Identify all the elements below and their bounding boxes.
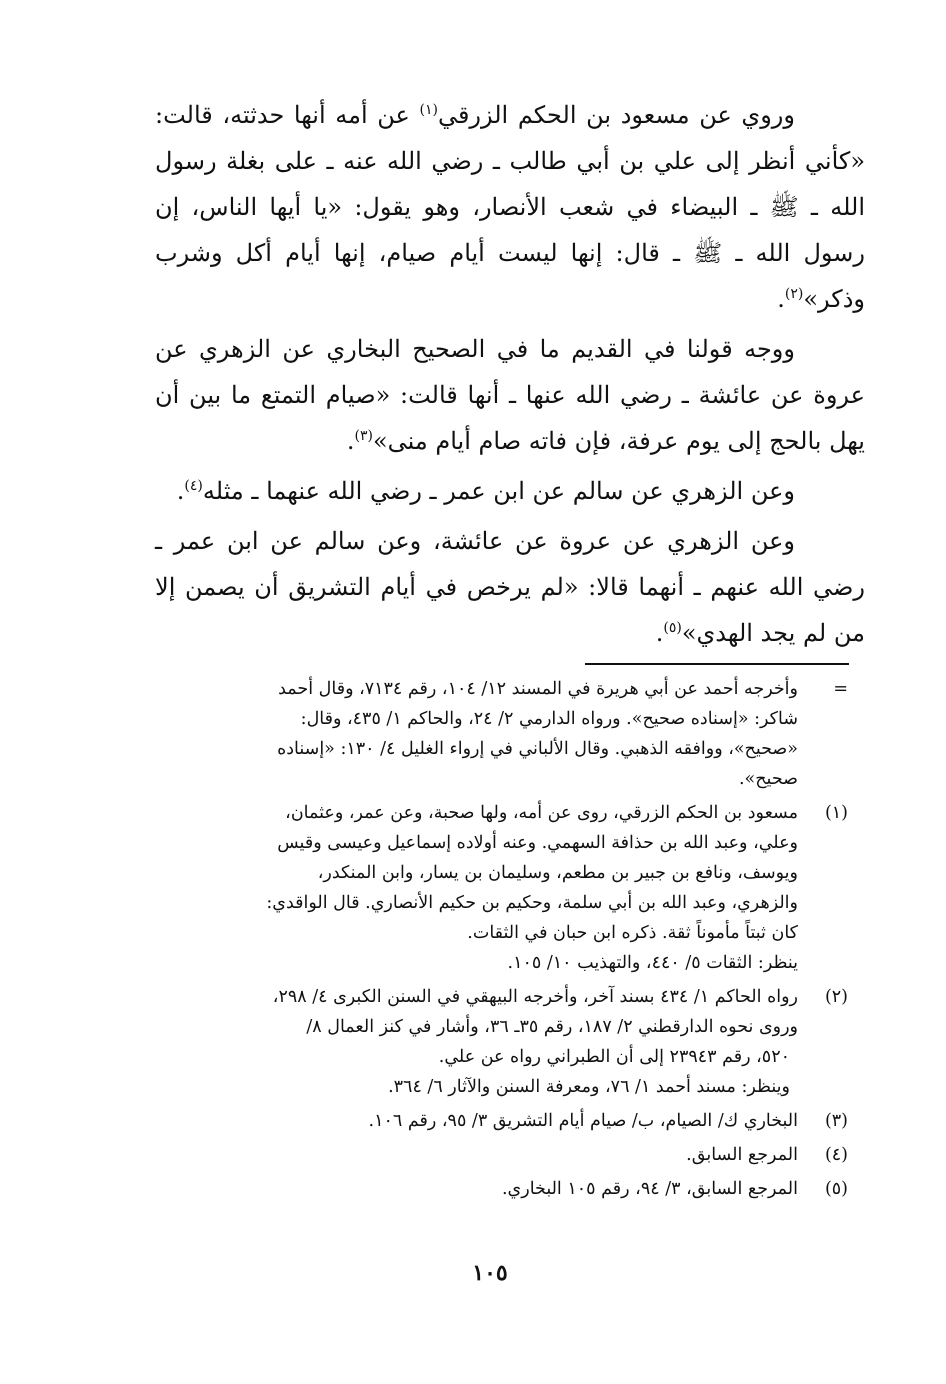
footnote-marker: (٣) bbox=[824, 1111, 848, 1131]
footnote-line: كان ثبتاً مأموناً ثقة. ذكره ابن حبان في الثقات. bbox=[467, 923, 798, 943]
footnote-marker: (٢) bbox=[824, 987, 848, 1007]
paragraph-end: . bbox=[176, 477, 185, 505]
footnote-1 bbox=[150, 798, 850, 978]
footnote-line: صحيح». bbox=[738, 769, 798, 789]
paragraph-end: . bbox=[777, 285, 785, 313]
paragraph-text: عن أمه أنها حدثته، قالت: «كأني أنظر إلى علي بن أبي طالب ـ رضي الله عنه ـ على بغلة رسول الله ـ ﷺ ـ البيضاء في شعب الأنصار، وهو يقول: «يا أيها الناس، إن رسول الله ـ ﷺ ـ قال: إنها ليست أيام صيام، إنها أيام أكل وشرب وذكر» bbox=[155, 101, 865, 313]
footnote-5 bbox=[150, 1174, 850, 1204]
footnote-3 bbox=[150, 1106, 850, 1136]
paragraph-text: وعن الزهري عن سالم عن ابن عمر ـ رضي الله عنهما ـ مثله bbox=[202, 477, 795, 505]
main-paragraph-4 bbox=[155, 518, 865, 656]
main-paragraph-3 bbox=[155, 468, 865, 514]
paragraph-text: وعن الزهري عن عروة عن عائشة، وعن سالم عن ابن عمر ـ رضي الله عنهم ـ أنهما قالا: «لم يرخص في أيام التشريق أن يصمن إلا من لم يجد الهدي» bbox=[155, 527, 865, 647]
footnote-line: وروى نحوه الدارقطني ٢/ ١٨٧، رقم ٣٥ـ ٣٦، وأشار في كنز العمال ٨/ bbox=[306, 1017, 798, 1037]
footnote-line: ينظر: الثقات ٥/ ٤٤٠، والتهذيب ١٠/ ١٠٥. bbox=[507, 953, 798, 973]
footnote-marker: (١) bbox=[824, 803, 848, 823]
paragraph-text: وروي عن مسعود بن الحكم الزرقي bbox=[437, 101, 795, 129]
page-number: ١٠٥ bbox=[472, 1260, 508, 1286]
main-paragraph-2 bbox=[155, 326, 865, 464]
footnote-line: البخاري ك/ الصيام، ب/ صيام أيام التشريق ٣/ ٩٥، رقم ١٠٦. bbox=[368, 1111, 798, 1131]
footnote-line: ويوسف، ونافع بن جبير بن مطعم، وسليمان بن يسار، وابن المنكدر، bbox=[317, 863, 798, 883]
footnotes bbox=[150, 674, 850, 1208]
footnote-separator bbox=[585, 663, 849, 665]
footnote-4 bbox=[150, 1140, 850, 1170]
paragraph-end: . bbox=[655, 619, 664, 647]
footnote-line: وينظر: مسند أحمد ١/ ٧٦، ومعرفة السنن والآثار ٦/ ٣٦٤. bbox=[388, 1077, 790, 1097]
paragraph-end: . bbox=[346, 427, 355, 455]
footnote-reference: (٢) bbox=[784, 286, 804, 302]
main-paragraph-1 bbox=[155, 92, 865, 322]
footnote-line: مسعود بن الحكم الزرقي، روى عن أمه، ولها صحبة، وعن عمر، وعثمان، bbox=[285, 803, 798, 823]
footnote-line: وأخرجه أحمد عن أبي هريرة في المسند ١٢/ ١٠٤، رقم ٧١٣٤، وقال أحمد bbox=[278, 679, 798, 699]
footnote-marker: (٤) bbox=[824, 1145, 848, 1165]
footnote-line: المرجع السابق. bbox=[686, 1145, 798, 1165]
footnote-2 bbox=[150, 982, 850, 1102]
footnote-line: ٥٢٠، رقم ٢٣٩٤٣ إلى أن الطبراني رواه عن علي. bbox=[438, 1047, 790, 1067]
footnote-reference: (١) bbox=[419, 102, 438, 118]
footnote-marker: (٥) bbox=[824, 1179, 848, 1199]
paragraph-text: ووجه قولنا في القديم ما في الصحيح البخاري عن الزهري عن عروة عن عائشة ـ رضي الله عنها ـ أنها قالت: «صيام التمتع ما بين أن يهل بالحج إلى يوم عرفة، فإن فاته صام أيام منى» bbox=[155, 335, 865, 455]
footnote-reference: (٣) bbox=[354, 428, 373, 444]
footnote-line: شاكر: «إسناده صحيح». ورواه الدارمي ٢/ ٢٤، والحاكم ١/ ٤٣٥، وقال: bbox=[300, 709, 798, 729]
footnote-line: المرجع السابق، ٣/ ٩٤، رقم ١٠٥ البخاري. bbox=[501, 1179, 798, 1199]
footnote-line: وعلي، وعبد الله بن حذافة السهمي. وعنه أولاده إسماعيل وعيسى وقيس bbox=[277, 833, 798, 853]
footnote-reference: (٤) bbox=[184, 478, 203, 494]
footnote-line: والزهري، وعبد الله بن أبي سلمة، وحكيم بن حكيم الأنصاري. قال الواقدي: bbox=[266, 893, 798, 913]
footnote-line: رواه الحاكم ١/ ٤٣٤ بسند آخر، وأخرجه البيهقي في السنن الكبرى ٤/ ٢٩٨، bbox=[272, 987, 798, 1007]
footnote-line: «صحيح»، ووافقه الذهبي. وقال الألباني في إرواء الغليل ٤/ ١٣٠: «إسناده bbox=[277, 739, 798, 759]
footnote-marker: = bbox=[833, 679, 848, 699]
main-text bbox=[155, 92, 865, 660]
footnote-reference: (٥) bbox=[663, 620, 682, 636]
footnote-continuation bbox=[150, 674, 850, 794]
